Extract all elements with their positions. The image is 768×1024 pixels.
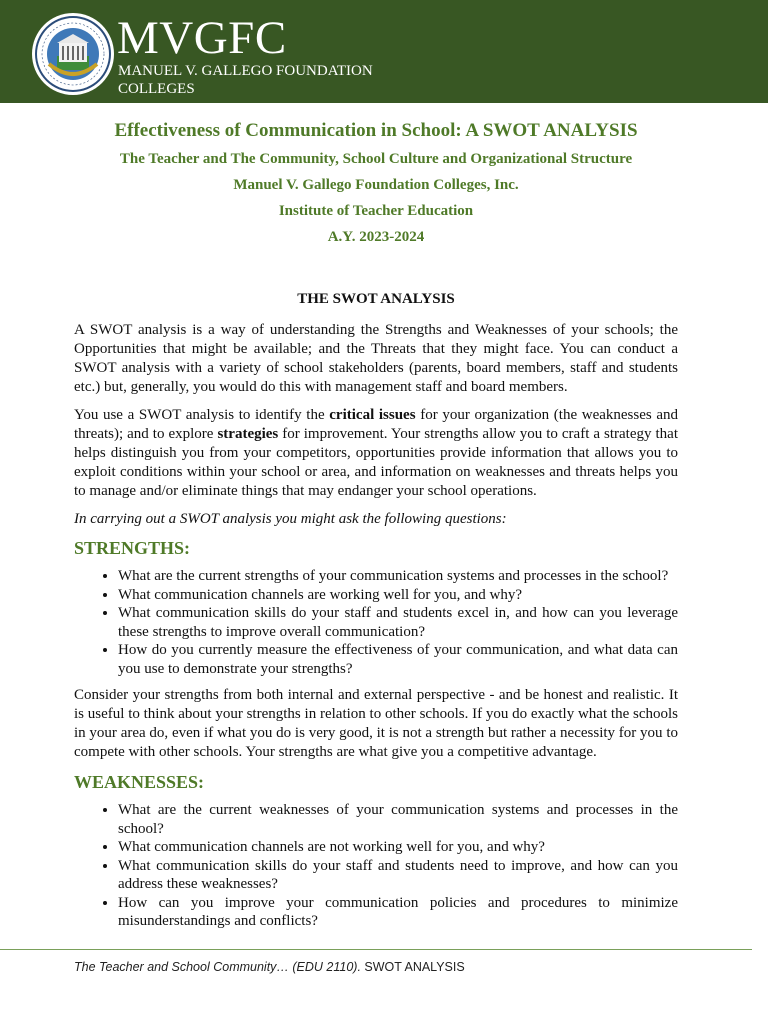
page-footer	[74, 960, 465, 974]
list-item: • What communication skills do your staff and students excel in, and how can you leverage these strengths to improve overall communication?	[118, 604, 678, 641]
weaknesses-heading: WEAKNESSES:	[74, 772, 205, 792]
list-item: • What are the current weaknesses of your communication systems and processes in the school?	[118, 801, 678, 838]
school-name: Manuel V. Gallego Foundation Colleges, Inc.	[233, 177, 519, 193]
strengths-note: Consider your strengths from both internal and external perspective - and be honest and realistic. It is useful to think about your strengths in relation to other schools. If you do exactly what the schools in your area do, even if what you do is very good, it is not a strength but rather a necessity for you to compete with other schools. Your strengths are what give you a competitive advantage.	[74, 687, 678, 760]
strengths-heading: STRENGTHS:	[74, 538, 191, 558]
list-item: • What communication channels are not working well for you, and why?	[118, 838, 678, 857]
section-title: THE SWOT ANALYSIS	[297, 291, 455, 307]
strengths-list	[74, 567, 678, 678]
document-titles	[0, 115, 752, 247]
text-run: You use a SWOT analysis to identify the	[74, 407, 330, 423]
paragraph-definition: A SWOT analysis is a way of understanding the Strengths and Weaknesses of your schools; the Opportunities that might be available; and the Threats that they might face. You can conduct a SWOT analysis with a variety of school stakeholders (parents, board members, staff and students etc.) but, generally, you would do this with management staff and board members.	[74, 322, 678, 395]
brand-title: MVGFC	[117, 12, 287, 64]
list-item: • What communication channels are working well for you, and why?	[118, 586, 678, 605]
questions-intro: In carrying out a SWOT analysis you might ask the following questions:	[74, 511, 507, 527]
academic-year: A.Y. 2023-2024	[327, 229, 425, 245]
course-title: The Teacher and The Community, School Culture and Organizational Structure	[119, 151, 633, 167]
list-item: • How can you improve your communication policies and procedures to minimize misunderstandings and conflicts?	[118, 894, 678, 931]
footer-course: The Teacher and School Community… (EDU 2110).	[74, 960, 361, 974]
bold-strategies: strategies	[217, 426, 279, 442]
document-title: Effectiveness of Communication in School: A SWOT ANALYSIS	[114, 120, 638, 141]
page-header	[0, 0, 768, 103]
paragraph-purpose	[74, 406, 678, 501]
weaknesses-list	[74, 801, 678, 931]
college-seal-logo	[31, 12, 115, 96]
bold-critical-issues: critical issues	[329, 407, 416, 423]
footer-label: SWOT ANALYSIS	[360, 960, 465, 974]
list-item: • What are the current strengths of your communication systems and processes in the school?	[118, 567, 678, 586]
list-item: • How do you currently measure the effectiveness of your communication, and what data can you use to demonstrate your strengths?	[118, 641, 678, 678]
footer-divider	[0, 949, 752, 950]
document-body	[74, 290, 678, 939]
institute-name: Institute of Teacher Education	[278, 203, 474, 219]
brand-subtitle: MANUEL V. GALLEGO FOUNDATION COLLEGES	[118, 63, 373, 97]
list-item: • What communication skills do your staff and students need to improve, and how can you address these weaknesses?	[118, 857, 678, 894]
text-run: for your organization (the weaknesses and threats); and to explore	[74, 407, 679, 442]
text-run: for improvement. Your strengths allow you to craft a strategy that helps distinguish you from your competitors, opportunities provide information that allows you to exploit conditions within your school or area, and information on weaknesses and threats helps you to manage and/or eliminate things that may endanger your school operations.	[74, 426, 678, 499]
